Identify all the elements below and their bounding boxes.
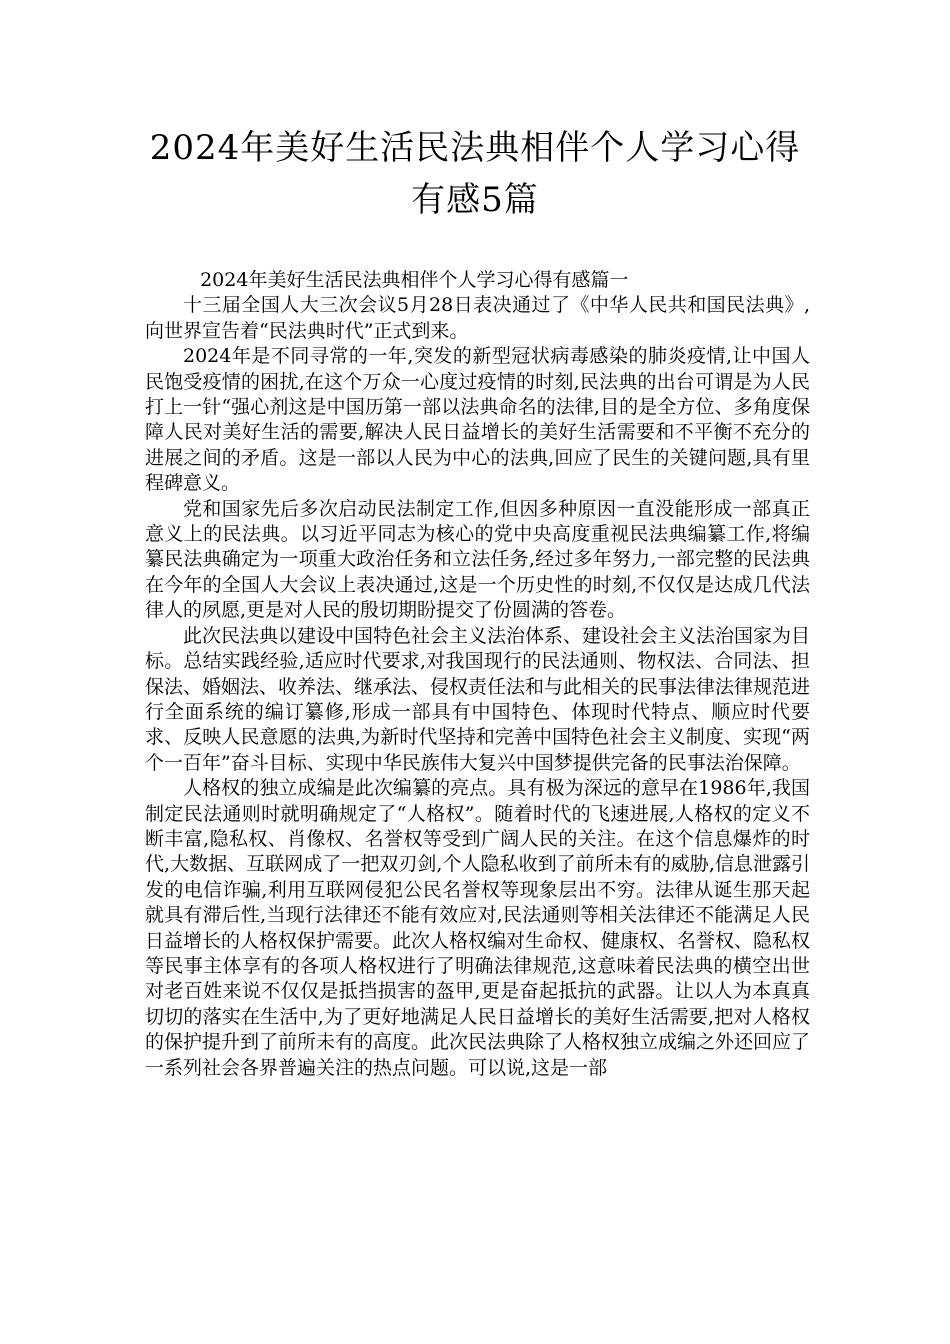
paragraph: 十三届全国人大三次会议5月28日表决通过了《中华人民共和国民法典》,向世界宣告着“民法典时代”正式到来。: [145, 294, 810, 342]
title-line-2: 有感5篇: [411, 180, 539, 220]
document-title: [100, 122, 850, 226]
paragraph: 党和国家先后多次启动民法制定工作,但因多种原因一直没能形成一部真正意义上的民法典。以习近平同志为核心的党中央高度重视民法典编纂工作,将编纂民法典确定为一项重大政治任务和立法任务,经过多年努力,一部完整的民法典在今年的全国人大会议上表决通过,这是一个历史性的时刻,不仅仅是达成几代法律人的夙愿,更是对人民的殷切期盼提交了份圆满的答卷。: [145, 497, 810, 622]
section-heading: 2024年美好生活民法典相伴个人学习心得有感篇一: [200, 269, 629, 291]
document-body: [145, 268, 810, 1081]
paragraph: 2024年是不同寻常的一年,突发的新型冠状病毒感染的肺炎疫情,让中国人民饱受疫情的困扰,在这个万众一心度过疫情的时刻,民法典的出台可谓是为人民打上一针“强心剂这是中国历第一部以法典命名的法律,目的是全方位、多角度保障人民对美好生活的需要,解决人民日益增长的美好生活需要和不平衡不充分的进展之间的矛盾。这是一部以人民为中心的法典,回应了民生的关键问题,具有里程碑意义。: [145, 345, 810, 495]
paragraph: 人格权的独立成编是此次编纂的亮点。具有极为深远的意早在1986年,我国制定民法通则时就明确规定了“人格权”。随着时代的飞速进展,人格权的定义不断丰富,隐私权、肖像权、名誉权等受到广阔人民的关注。在这个信息爆炸的时代,大数据、互联网成了一把双刃剑,个人隐私收到了前所未有的威胁,信息泄露引发的电信诈骗,利用互联网侵犯公民名誉权等现象层出不穷。法律从诞生那天起就具有滞后性,当现行法律还不能有效应对,民法通则等相关法律还不能满足人民日益增长的人格权保护需要。此次人格权编对生命权、健康权、名誉权、隐私权等民事主体享有的各项人格权进行了明确法律规范,这意味着民法典的横空出世对老百姓来说不仅仅是抵挡损害的盔甲,更是奋起抵抗的武器。让以人为本真真切切的落实在生活中,为了更好地满足人民日益增长的美好生活需要,把对人格权的保护提升到了前所未有的高度。此次民法典除了人格权独立成编之外还回应了一系列社会各界普遍关注的热点问题。可以说,这是一部: [145, 777, 811, 1079]
title-line-1: 2024年美好生活民法典相伴个人学习心得: [149, 128, 801, 168]
paragraph: 此次民法典以建设中国特色社会主义法治体系、建设社会主义法治国家为目标。总结实践经验,适应时代要求,对我国现行的民法通则、物权法、合同法、担保法、婚姻法、收养法、继承法、侵权责任法和与此相关的民事法律法律规范进行全面系统的编订纂修,形成一部具有中国特色、体现时代特点、顺应时代要求、反映人民意愿的法典,为新时代坚持和完善中国特色社会主义制度、实现“两个一百年”奋斗目标、实现中华民族伟大复兴中国梦提供完备的民事法治保障。: [145, 624, 811, 774]
